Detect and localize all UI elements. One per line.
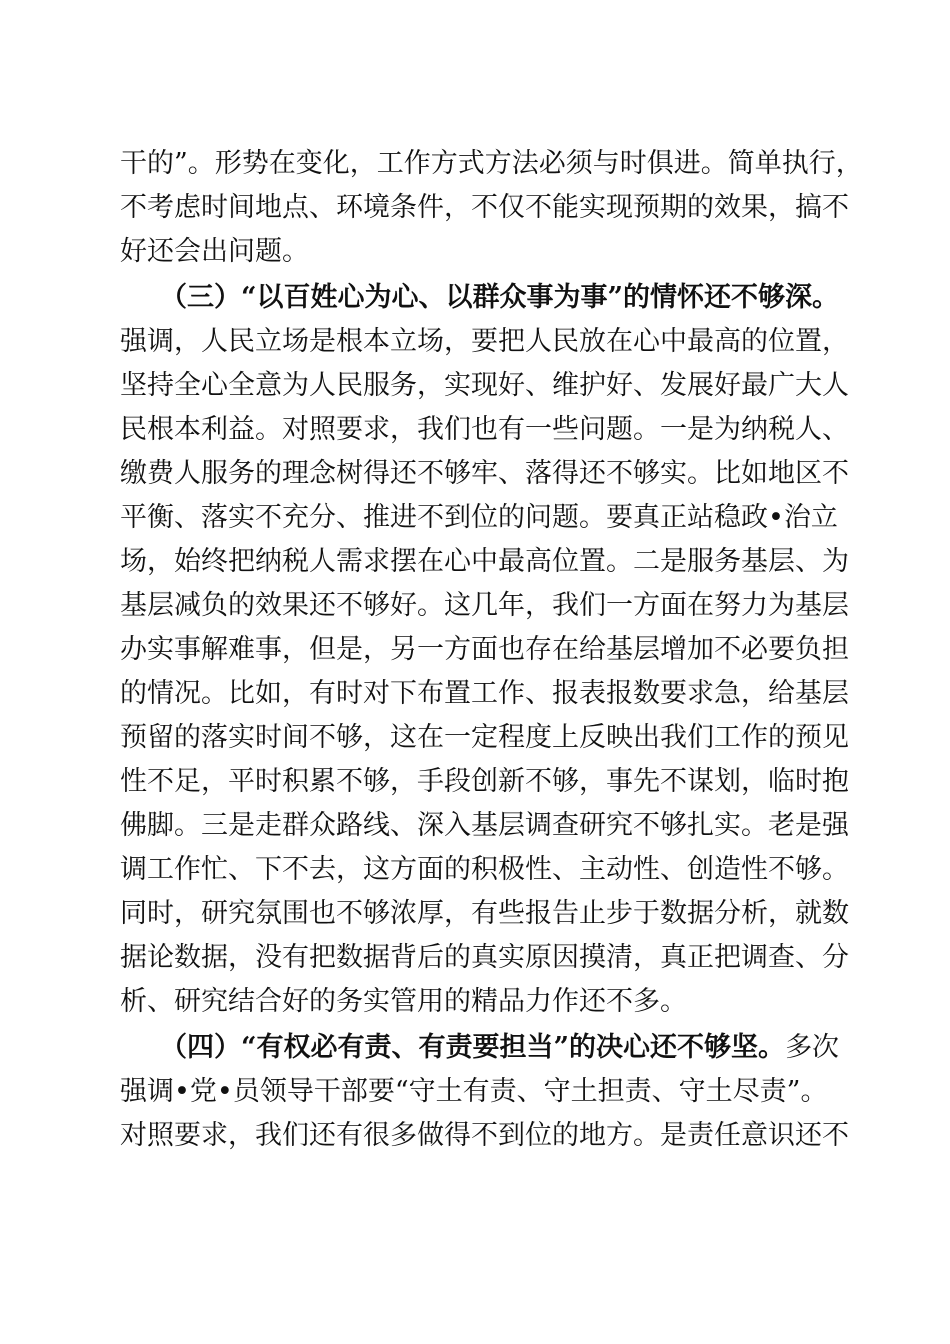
text-line: 性不足，平时积累不够，手段创新不够，事先不谋划，临时抱 [120,766,849,797]
text-line: 据论数据，没有把数据背后的真实原因摸清，真正把调查、分 [120,942,849,973]
text-line: 场，始终把纳税人需求摆在心中最高位置。二是服务基层、为 [120,546,849,577]
text-line: 对照要求，我们还有很多做得不到位的地方。是责任意识还不 [120,1120,849,1151]
text-line: 同时，研究氛围也不够浓厚，有些报告止步于数据分析，就数 [120,898,849,929]
text-line: 平衡、落实不充分、推进不到位的问题。要真正站稳政•治立 [120,502,838,533]
text-line: 缴费人服务的理念树得还不够牢、落得还不够实。比如地区不 [120,458,849,489]
section-heading-line [160,1026,839,1070]
section-heading: （三）“以百姓心为心、以群众事为事”的情怀还不够深。 [160,282,840,313]
text-line: 预留的落实时间不够，这在一定程度上反映出我们工作的预见 [120,722,849,753]
text-line: 民根本利益。对照要求，我们也有一些问题。一是为纳税人、 [120,414,849,445]
text-line: 强调•党•员领导干部要“守土有责、守土担责、守土尽责”。 [120,1076,828,1107]
text-line: 干的”。形势在变化，工作方式方法必须与时俱进。简单执行， [120,148,863,179]
text-line: 坚持全心全意为人民服务，实现好、维护好、发展好最广大人 [120,370,849,401]
section-heading: （四）“有权必有责、有责要担当”的决心还不够坚。 [160,1032,786,1063]
heading-tail-text: 多次 [785,1032,840,1063]
text-line: 基层减负的效果还不够好。这几年，我们一方面在努力为基层 [120,590,849,621]
text-line: 析、研究结合好的务实管用的精品力作还不多。 [120,986,687,1017]
text-line: 不考虑时间地点、环境条件，不仅不能实现预期的效果，搞不 [120,192,849,223]
text-line: 佛脚。三是走群众路线、深入基层调查研究不够扎实。老是强 [120,810,849,841]
text-line: 好还会出问题。 [120,236,309,267]
text-line: 的情况。比如，有时对下布置工作、报表报数要求急，给基层 [120,678,849,709]
text-line: 调工作忙、下不去，这方面的积极性、主动性、创造性不够。 [120,854,849,885]
text-line: 强调，人民立场是根本立场，要把人民放在心中最高的位置， [120,326,849,357]
text-line: 办实事解难事，但是，另一方面也存在给基层增加不必要负担 [120,634,849,665]
